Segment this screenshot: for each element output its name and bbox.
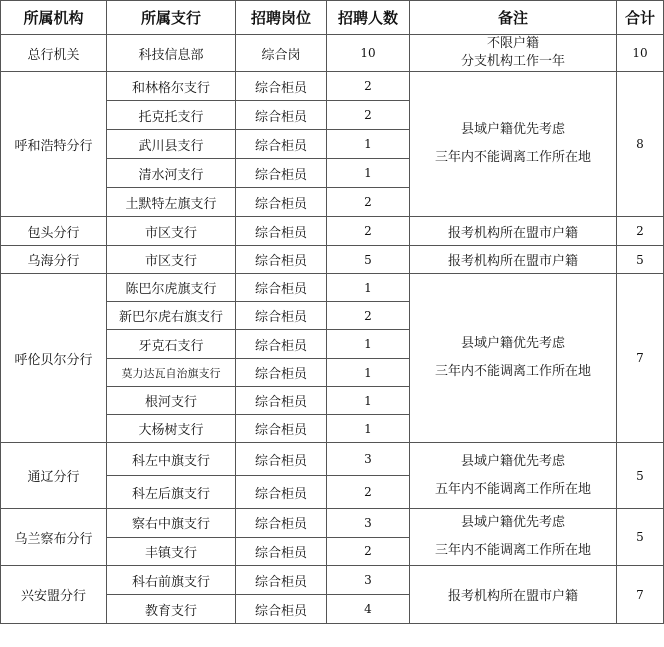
header-count: 招聘人数 [327, 1, 410, 35]
org-cell: 呼伦贝尔分行 [1, 274, 107, 443]
table-row [1, 72, 664, 101]
header-row [1, 1, 664, 35]
org-cell: 通辽分行 [1, 443, 107, 509]
note-line: 三年内不能调离工作所在地 [434, 364, 591, 379]
branch-cell: 清水河支行 [107, 159, 236, 188]
position-cell: 综合柜员 [236, 387, 327, 415]
table-row [1, 274, 664, 302]
note-cell: 报考机构所在盟市户籍 [410, 566, 617, 624]
note-line: 五年内不能调离工作所在地 [434, 481, 591, 497]
count-cell: 3 [327, 443, 410, 476]
org-cell: 总行机关 [1, 35, 107, 72]
branch-cell: 莫力达瓦自治旗支行 [107, 359, 236, 387]
branch-cell: 市区支行 [107, 217, 236, 246]
table-row [1, 246, 664, 274]
total-cell: 5 [617, 443, 664, 509]
position-cell: 综合柜员 [236, 72, 327, 101]
count-cell: 1 [327, 415, 410, 443]
note-line: 县域户籍优先考虑 [460, 515, 565, 530]
note-line: 三年内不能调离工作所在地 [434, 543, 591, 558]
note-cell [410, 443, 617, 509]
position-cell: 综合柜员 [236, 415, 327, 443]
note-line: 县域户籍优先考虑 [460, 453, 565, 469]
branch-cell: 土默特左旗支行 [107, 188, 236, 217]
count-cell: 1 [327, 159, 410, 188]
count-cell: 2 [327, 101, 410, 130]
branch-cell: 教育支行 [107, 595, 236, 624]
table-row [1, 443, 664, 476]
org-cell: 乌海分行 [1, 246, 107, 274]
branch-cell: 托克托支行 [107, 101, 236, 130]
count-cell: 2 [327, 537, 410, 566]
position-cell: 综合柜员 [236, 359, 327, 387]
count-cell: 1 [327, 387, 410, 415]
total-cell: 10 [617, 35, 664, 72]
count-cell: 2 [327, 476, 410, 509]
position-cell: 综合柜员 [236, 330, 327, 359]
position-cell: 综合柜员 [236, 217, 327, 246]
position-cell: 综合柜员 [236, 537, 327, 566]
branch-cell: 察右中旗支行 [107, 509, 236, 538]
branch-cell: 大杨树支行 [107, 415, 236, 443]
branch-cell: 牙克石支行 [107, 330, 236, 359]
note-line: 三年内不能调离工作所在地 [434, 150, 591, 165]
note-cell [410, 509, 617, 566]
note-cell: 报考机构所在盟市户籍 [410, 246, 617, 274]
note-cell [410, 274, 617, 443]
total-cell: 7 [617, 274, 664, 443]
branch-cell: 陈巴尔虎旗支行 [107, 274, 236, 302]
branch-cell: 市区支行 [107, 246, 236, 274]
table-row [1, 566, 664, 595]
note-cell: 报考机构所在盟市户籍 [410, 217, 617, 246]
header-branch: 所属支行 [107, 1, 236, 35]
count-cell: 1 [327, 274, 410, 302]
table-row [1, 35, 664, 72]
total-cell: 5 [617, 246, 664, 274]
position-cell: 综合柜员 [236, 274, 327, 302]
branch-cell: 武川县支行 [107, 130, 236, 159]
position-cell: 综合柜员 [236, 188, 327, 217]
total-cell: 5 [617, 509, 664, 566]
org-cell: 呼和浩特分行 [1, 72, 107, 217]
position-cell: 综合柜员 [236, 246, 327, 274]
position-cell: 综合柜员 [236, 595, 327, 624]
branch-cell: 新巴尔虎右旗支行 [107, 302, 236, 330]
note-line: 分支机构工作一年 [460, 54, 565, 69]
position-cell: 综合柜员 [236, 101, 327, 130]
table-row [1, 217, 664, 246]
org-cell: 包头分行 [1, 217, 107, 246]
count-cell: 2 [327, 72, 410, 101]
note-cell [410, 35, 617, 72]
header-org: 所属机构 [1, 1, 107, 35]
total-cell: 8 [617, 72, 664, 217]
branch-cell: 丰镇支行 [107, 537, 236, 566]
count-cell: 3 [327, 566, 410, 595]
count-cell: 2 [327, 188, 410, 217]
note-line: 县域户籍优先考虑 [460, 122, 565, 137]
position-cell: 综合柜员 [236, 130, 327, 159]
count-cell: 10 [327, 35, 410, 72]
count-cell: 1 [327, 330, 410, 359]
position-cell: 综合柜员 [236, 302, 327, 330]
count-cell: 5 [327, 246, 410, 274]
total-cell: 7 [617, 566, 664, 624]
count-cell: 4 [327, 595, 410, 624]
org-cell: 乌兰察布分行 [1, 509, 107, 566]
header-position: 招聘岗位 [236, 1, 327, 35]
position-cell: 综合柜员 [236, 443, 327, 476]
note-line: 不限户籍 [486, 36, 539, 51]
note-cell [410, 72, 617, 217]
branch-cell: 根河支行 [107, 387, 236, 415]
branch-cell: 科技信息部 [107, 35, 236, 72]
count-cell: 2 [327, 302, 410, 330]
position-cell: 综合柜员 [236, 566, 327, 595]
count-cell: 3 [327, 509, 410, 538]
branch-cell: 科左中旗支行 [107, 443, 236, 476]
position-cell: 综合柜员 [236, 476, 327, 509]
table-row [1, 509, 664, 538]
branch-cell: 和林格尔支行 [107, 72, 236, 101]
note-line: 县域户籍优先考虑 [460, 336, 565, 351]
total-cell: 2 [617, 217, 664, 246]
position-cell: 综合岗 [236, 35, 327, 72]
header-total: 合计 [617, 1, 664, 35]
count-cell: 1 [327, 359, 410, 387]
header-note: 备注 [410, 1, 617, 35]
branch-cell: 科左后旗支行 [107, 476, 236, 509]
count-cell: 2 [327, 217, 410, 246]
org-cell: 兴安盟分行 [1, 566, 107, 624]
count-cell: 1 [327, 130, 410, 159]
position-cell: 综合柜员 [236, 509, 327, 538]
branch-cell: 科右前旗支行 [107, 566, 236, 595]
position-cell: 综合柜员 [236, 159, 327, 188]
